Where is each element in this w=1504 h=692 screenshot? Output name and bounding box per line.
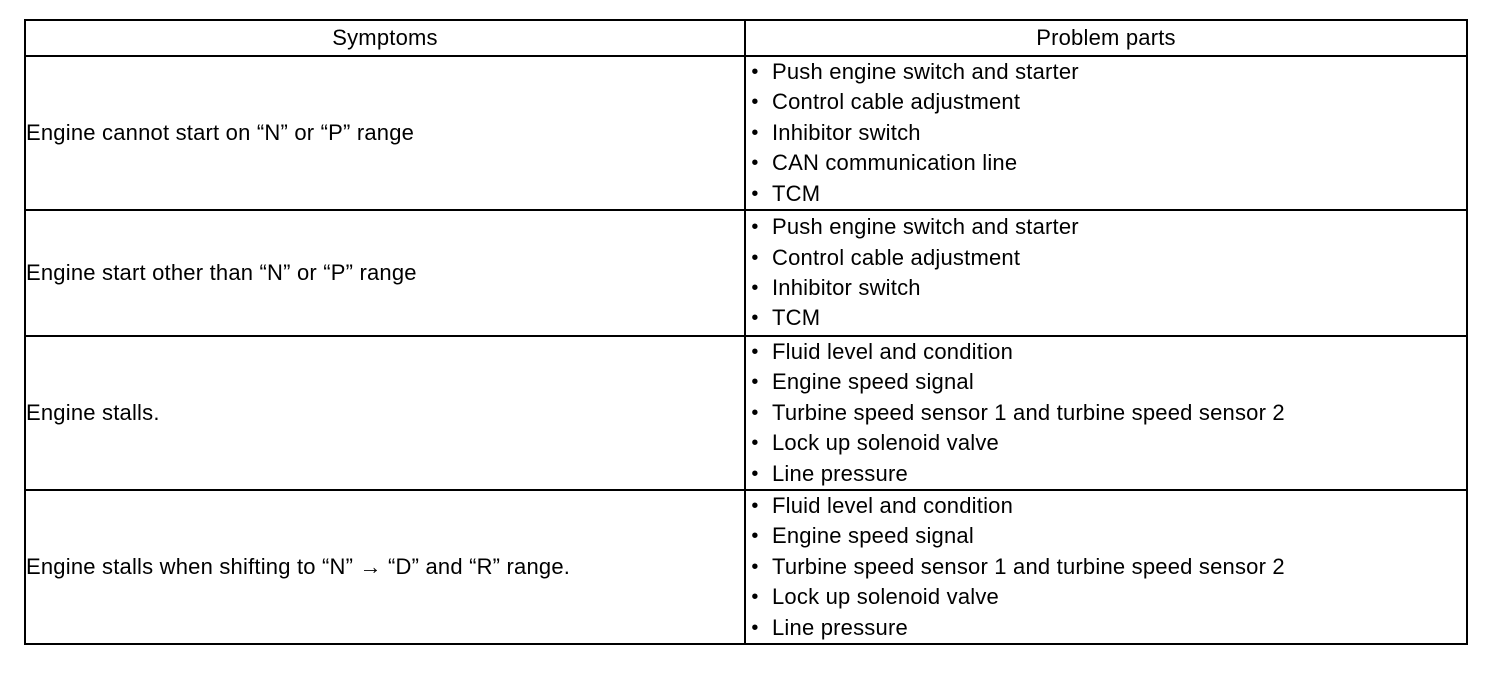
list-item: [746, 459, 1466, 489]
list-item: [746, 148, 1466, 178]
bullet-icon: •: [751, 371, 759, 394]
header-symptoms: Symptoms: [25, 20, 745, 56]
part-label: Turbine speed sensor 1 and turbine speed sensor 2: [772, 553, 1285, 579]
list-item: [746, 552, 1466, 582]
bullet-icon: •: [751, 277, 759, 299]
bullet-icon: •: [751, 216, 759, 239]
bullet-icon: •: [751, 401, 759, 424]
list-item: [746, 212, 1466, 242]
list-item: [746, 179, 1466, 209]
part-label: Fluid level and condition: [772, 339, 1014, 365]
table-row: [25, 56, 1467, 210]
problem-parts-list: [746, 491, 1466, 643]
problem-parts-cell: [745, 336, 1467, 490]
list-item: [746, 87, 1466, 117]
part-label: Engine speed signal: [772, 523, 974, 549]
part-label: TCM: [772, 180, 821, 206]
symptom-cell: Engine start other than “N” or “P” range: [25, 210, 745, 336]
list-item: [746, 367, 1466, 397]
bullet-icon: •: [751, 341, 759, 364]
symptom-cell: Engine stalls when shifting to “N” → “D” and “R” range.: [25, 490, 745, 644]
list-item: [746, 57, 1466, 87]
problem-parts-cell: [745, 490, 1467, 644]
table-row: [25, 210, 1467, 336]
part-label: Lock up solenoid valve: [772, 430, 999, 456]
bullet-icon: •: [751, 61, 759, 84]
list-item: [746, 303, 1466, 333]
bullet-icon: •: [751, 152, 759, 175]
header-row: [25, 20, 1467, 56]
bullet-icon: •: [751, 307, 759, 330]
list-item: [746, 118, 1466, 148]
part-label: Push engine switch and starter: [772, 59, 1079, 85]
part-label: Line pressure: [772, 614, 908, 640]
part-label: Inhibitor switch: [772, 275, 921, 300]
part-label: Control cable adjustment: [772, 244, 1021, 270]
symptom-cell: Engine cannot start on “N” or “P” range: [25, 56, 745, 210]
bullet-icon: •: [751, 182, 759, 205]
bullet-icon: •: [751, 246, 759, 269]
list-item: [746, 582, 1466, 612]
symptom-table: [24, 19, 1468, 645]
bullet-icon: •: [751, 586, 759, 609]
part-label: Turbine speed sensor 1 and turbine speed sensor 2: [772, 399, 1285, 425]
list-item: [746, 243, 1466, 273]
part-label: Control cable adjustment: [772, 89, 1021, 115]
problem-parts-cell: [745, 210, 1467, 336]
header-problem-parts: Problem parts: [745, 20, 1467, 56]
list-item: [746, 428, 1466, 458]
part-label: Inhibitor switch: [772, 119, 921, 145]
table-row: [25, 490, 1467, 644]
part-label: Engine speed signal: [772, 369, 974, 395]
list-item: [746, 273, 1466, 303]
problem-parts-list: [746, 212, 1466, 334]
table-row: [25, 336, 1467, 490]
part-label: Push engine switch and starter: [772, 214, 1079, 240]
bullet-icon: •: [751, 432, 759, 455]
bullet-icon: •: [751, 525, 759, 548]
problem-parts-list: [746, 57, 1466, 209]
symptom-cell: Engine stalls.: [25, 336, 745, 490]
bullet-icon: •: [751, 121, 759, 144]
list-item: [746, 521, 1466, 551]
list-item: [746, 398, 1466, 428]
part-label: Lock up solenoid valve: [772, 584, 999, 610]
list-item: [746, 613, 1466, 643]
problem-parts-cell: [745, 56, 1467, 210]
part-label: Fluid level and condition: [772, 493, 1014, 519]
bullet-icon: •: [751, 495, 759, 518]
bullet-icon: •: [751, 91, 759, 114]
list-item: [746, 491, 1466, 521]
part-label: Line pressure: [772, 460, 908, 486]
bullet-icon: •: [751, 555, 759, 578]
problem-parts-list: [746, 337, 1466, 489]
part-label: CAN communication line: [772, 150, 1018, 176]
bullet-icon: •: [751, 616, 759, 639]
list-item: [746, 337, 1466, 367]
part-label: TCM: [772, 305, 821, 331]
bullet-icon: •: [751, 462, 759, 485]
